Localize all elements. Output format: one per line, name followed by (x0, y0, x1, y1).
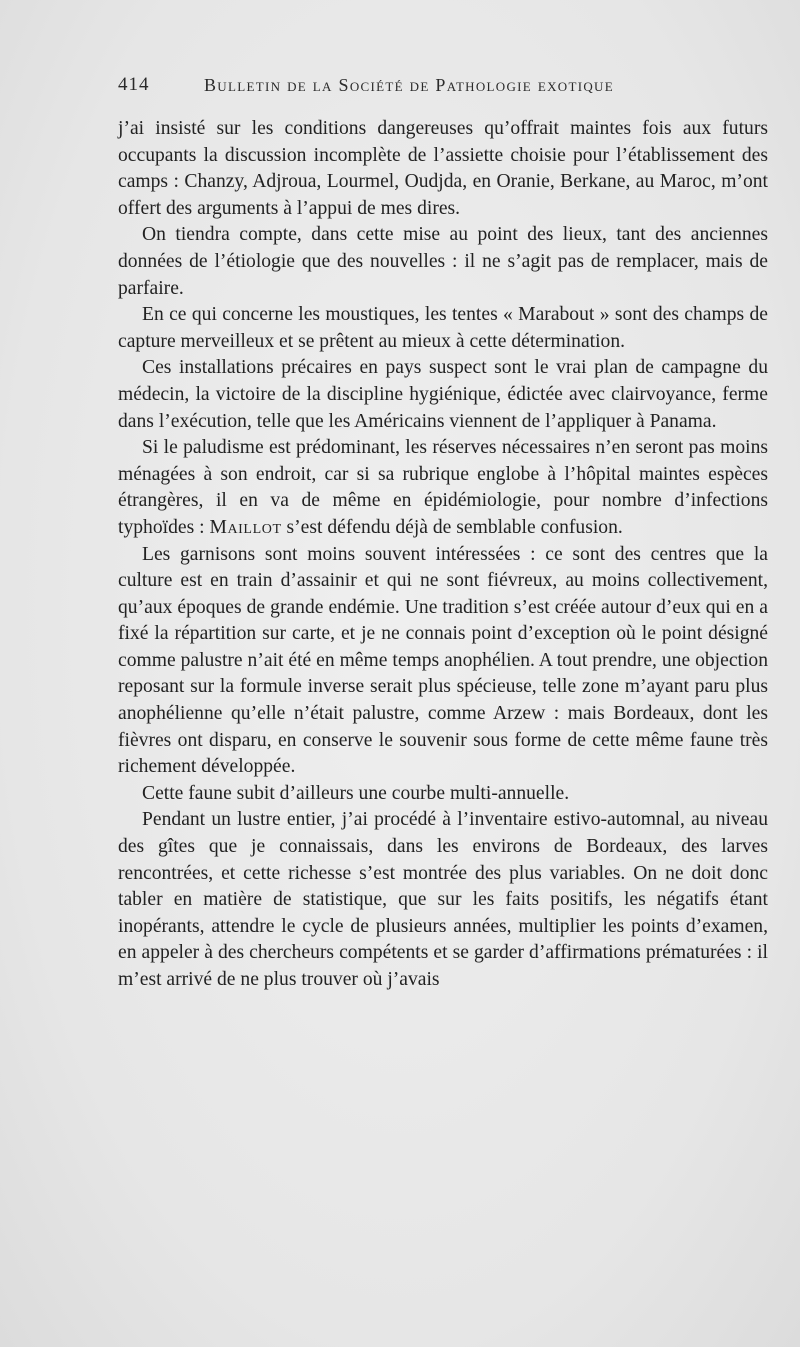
paragraph-text: s’est défendu déjà de semblable confusion. (281, 516, 623, 538)
paragraph: j’ai insisté sur les conditions dangereuses qu’offrait maintes fois aux futurs occupants la discussion incomplète de l’assiette choisie pour l’établissement des camps : Chanzy, Adjroua, Lourmel, Oudjda, en Oranie, Berkane, au Maroc, m’ont offert des arguments à l’appui de mes dires. (118, 118, 768, 219)
paragraph: Les garnisons sont moins souvent intéressées : ce sont des centres que la culture est en train d’assainir et qui ne sont fiévreux, au moins collectivement, qu’aux époques de grande endémie. Une tradition s’est créée autour d’eux qui en a fixé la répartition sur carte, et je ne connais point d’exception où le point désigné comme palustre n’ait été en même temps anophélien. A tout prendre, une objection reposant sur la formule inverse serait plus spécieuse, telle zone m’ayant paru plus anophélienne qu’elle n’était palustre, comme Arzew : mais Bordeaux, dont les fièvres ont disparu, en conserve le souvenir sous forme de cette même faune très richement développée. (118, 543, 768, 778)
paragraph: Pendant un lustre entier, j’ai procédé à l’inventaire estivo-automnal, au niveau des gîtes que je connaissais, dans les environs de Bordeaux, des larves rencontrées, et cette richesse s’est montrée des plus variables. On ne doit donc tabler en matière de statistique, que sur les faits positifs, les négatifs étant inopérants, attendre le cycle de plusieurs années, multiplier les points d’examen, en appeler à des chercheurs compétents et se garder d’affirmations prématurées : il m’est arrivé de ne plus trouver où j’avais (118, 809, 768, 990)
paragraph: On tiendra compte, dans cette mise au point des lieux, tant des anciennes données de l’étiologie que des nouvelles : il ne s’agit pas de remplacer, mais de parfaire. (118, 224, 768, 299)
page-number: 414 (118, 74, 150, 95)
paragraph-text: Si le paludisme est prédominant, les réserves nécessaires n’en seront pas moins ménagées à son endroit, car si sa rubrique englobe à l’hôpital maintes espèces étrangères, il en va de même en épidémiologie, pour nombre d’infections typhoïdes : (118, 437, 768, 538)
running-title: Bulletin de la Société de Pathologie exotique (204, 75, 614, 95)
body-text (118, 116, 768, 994)
paragraph (118, 435, 768, 541)
page-header (118, 74, 678, 98)
paragraph: Cette faune subit d’ailleurs une courbe multi-annuelle. (142, 782, 570, 804)
paragraph: Ces installations précaires en pays suspect sont le vrai plan de campagne du médecin, la victoire de la discipline hygiénique, édictée avec clairvoyance, ferme dans l’exécution, telle que les Américains viennent de l’appliquer à Panama. (118, 357, 768, 432)
paragraph: En ce qui concerne les moustiques, les tentes « Marabout » sont des champs de capture merveilleux et se prêtent au mieux à cette détermination. (118, 304, 768, 352)
author-name: Maillot (209, 516, 282, 538)
